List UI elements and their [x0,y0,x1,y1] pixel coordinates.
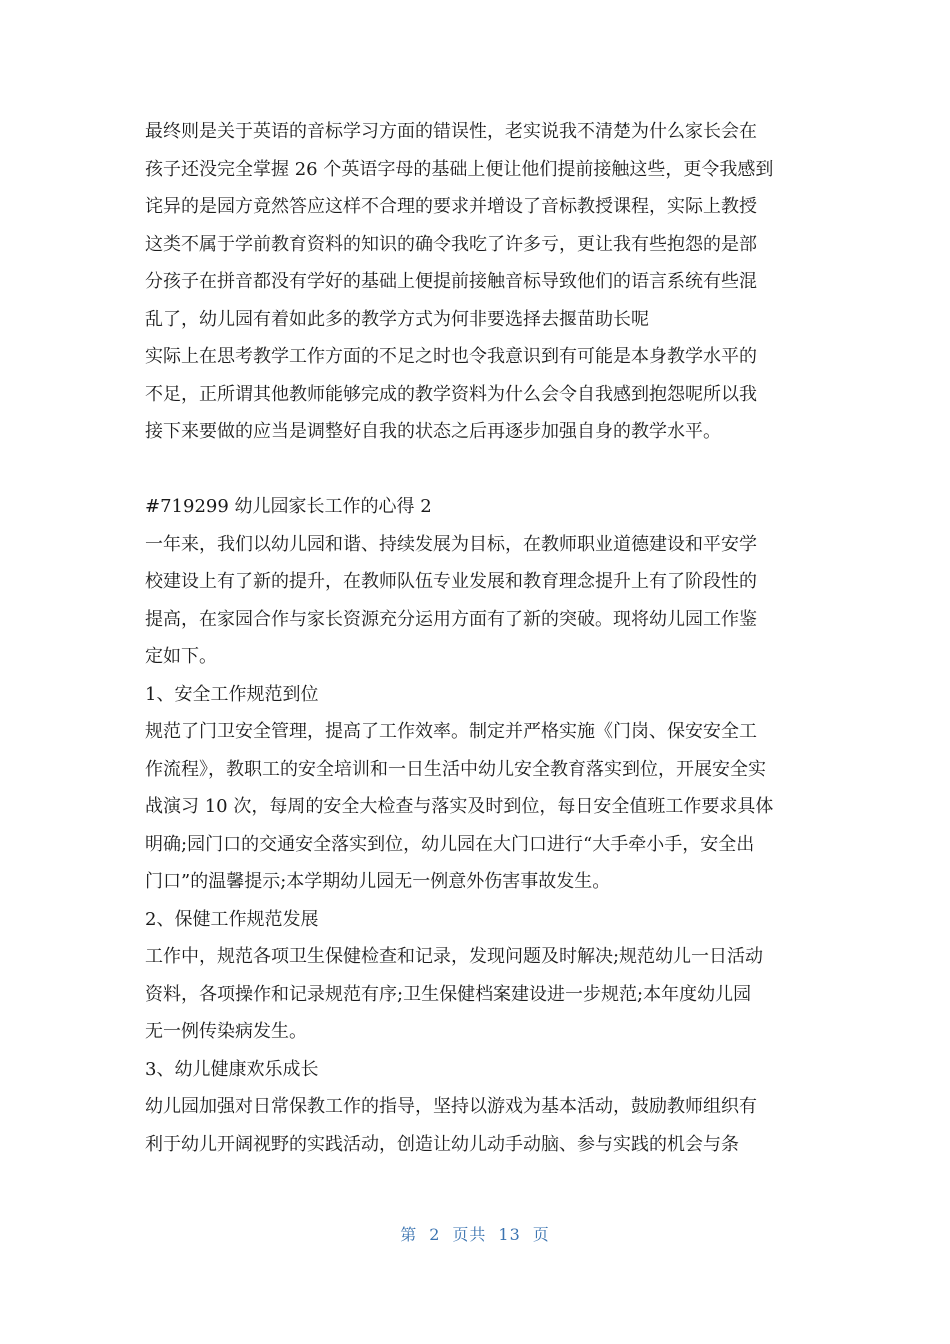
text-line: 门口”的温馨提示;本学期幼儿园无一例意外伤害事故发生。 [145,871,611,892]
section-health [145,901,810,1051]
text-line: 战演习 10 次，每周的安全大检查与落实及时到位，每日安全值班工作要求具体 [145,796,774,817]
text-line: 资料，各项操作和记录规范有序;卫生保健档案建设进一步规范;本年度幼儿园 [145,983,752,1005]
text-line: 不足，正所谓其他教师能够完成的教学资料为什么会令自我感到抱怨呢所以我 [145,383,757,405]
text-line: 孩子还没完全掌握 26 个英语字母的基础上便让他们提前接触这些，更令我感到 [145,158,774,180]
text-line: 明确;园门口的交通安全落实到位，幼儿园在大门口进行“大手牵小手，安全出 [145,833,755,855]
footer-page-word: 第 [400,1225,418,1244]
text-line: 定如下。 [145,646,217,667]
text-line: 提高，在家园合作与家长资源充分运用方面有了新的突破。现将幼儿园工作鉴 [145,608,757,630]
text-line: 这类不属于学前教育资料的知识的确令我吃了许多亏，更让我有些抱怨的是部 [145,233,757,255]
section-heading: #719299 幼儿园家长工作的心得 2 [145,496,432,517]
paragraph-reflection [145,338,810,451]
text-line: 作流程》，教职工的安全培训和一日生活中幼儿安全教育落实到位，开展安全实 [145,758,766,780]
text-line: 无一例传染病发生。 [145,1021,307,1042]
text-line: 乱了，幼儿园有着如此多的教学方式为何非要选择去揠苗助长呢 [145,308,649,330]
text-line: 工作中，规范各项卫生保健检查和记录，发现问题及时解决;规范幼儿一日活动 [145,946,764,967]
section-growth [145,1051,810,1164]
text-line: 诧异的是园方竟然答应这样不合理的要求并增设了音标教授课程，实际上教授 [145,196,757,217]
text-line: 最终则是关于英语的音标学习方面的错误性，老实说我不清楚为什么家长会在 [145,121,757,142]
text-line: 校建设上有了新的提升，在教师队伍专业发展和教育理念提升上有了阶段性的 [145,571,757,592]
paragraph-intro [145,526,810,676]
text-line: 实际上在思考教学工作方面的不足之时也令我意识到有可能是本身教学水平的 [145,346,757,367]
subsection-title: 1、安全工作规范到位 [145,683,319,705]
text-line: 一年来，我们以幼儿园和谐、持续发展为目标，在教师职业道德建设和平安学 [145,533,757,555]
subsection-title: 2、保健工作规范发展 [145,908,319,930]
paragraph-english-phonetics [145,113,810,338]
document-body [145,113,810,1163]
footer-page-word2: 页共 [452,1225,487,1244]
text-line: 利于幼儿开阔视野的实践活动，创造让幼儿动手动脑、参与实践的机会与条 [145,1133,739,1155]
text-line: 幼儿园加强对日常保教工作的指导，坚持以游戏为基本活动，鼓励教师组织有 [145,1096,757,1117]
text-line: 接下来要做的应当是调整好自我的状态之后再逐步加强自身的教学水平。 [145,421,721,442]
footer-current-page: 2 [429,1225,441,1244]
footer-total-pages: 13 [498,1225,521,1244]
footer-page-word3: 页 [532,1225,550,1244]
paragraph-gap [145,451,810,489]
subsection-title: 3、幼儿健康欢乐成长 [145,1058,319,1080]
text-line: 分孩子在拼音都没有学好的基础上便提前接触音标导致他们的语言系统有些混 [145,271,757,292]
text-line: 规范了门卫安全管理，提高了工作效率。制定并严格实施《门岗、保安安全工 [145,721,757,742]
page-footer [0,1222,950,1245]
section-safety [145,676,810,901]
